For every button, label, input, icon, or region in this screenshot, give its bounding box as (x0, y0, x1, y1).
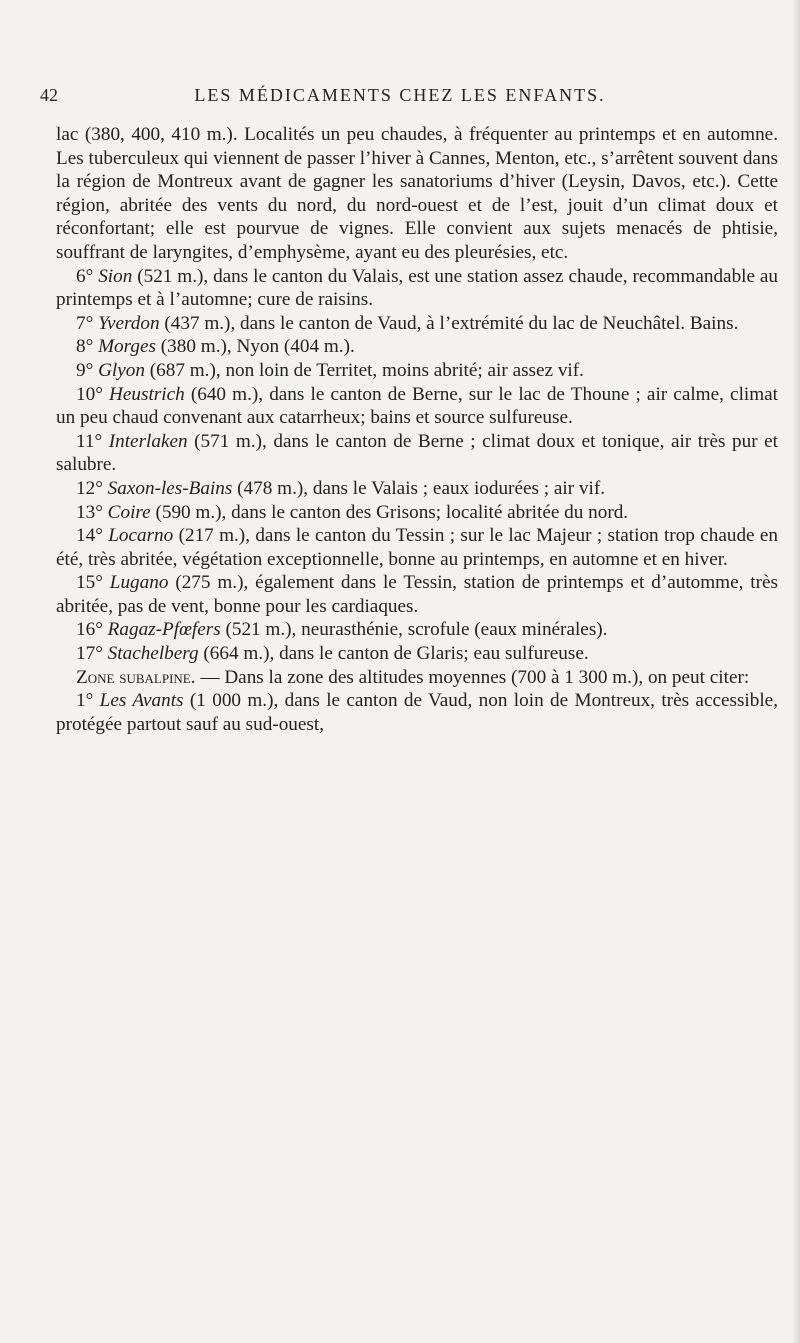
place-name: Locarno (108, 525, 174, 547)
list-item (56, 477, 778, 501)
item-number: 11° (76, 430, 103, 452)
section-paragraph (56, 666, 778, 690)
list-item (56, 524, 778, 571)
list-item (56, 383, 778, 430)
page-header (40, 85, 760, 109)
item-text: (687 m.), non loin de Territet, moins abrité; air assez vif. (144, 359, 584, 381)
running-title: LES MÉDICAMENTS CHEZ LES ENFANTS. (194, 85, 606, 105)
paragraph-continuation: lac (380, 400, 410 m.). Localités un peu chaudes, à fréquenter au printemps et en automne. Les tuberculeux qui viennent de passer l’hiver à Cannes, Menton, etc., s’arrêtent souvent dans la région de Montreux avant de gagner les sanatoriums d’hiver (Leysin, Davos, etc.). Cette région, abritée des vents du nord, du nord-ouest et de l’est, jouit d’un climat doux et réconfortant; elle est pourvue de vignes. Elle convient aux sujets menacés de phtisie, souffrant de laryngites, d’emphysème, ayant eu des pleurésies, etc. (56, 124, 778, 263)
list-item (56, 501, 778, 525)
item-number: 1° (76, 690, 94, 712)
item-number: 16° (76, 619, 103, 641)
place-name: Yverdon (98, 312, 160, 334)
place-name: Lugano (109, 572, 169, 594)
list-item (56, 689, 778, 736)
place-name: Morges (98, 336, 156, 358)
place-name: Interlaken (108, 430, 188, 452)
item-text: (275 m.), également dans le Tessin, station de printemps et d’automme, très abritée, pas de vent, bonne pour les cardiaques. (56, 572, 779, 617)
place-name: Les Avants (99, 690, 184, 712)
item-number: 10° (76, 383, 103, 405)
item-text: (590 m.), dans le canton des Grisons; localité abritée du nord. (150, 501, 629, 523)
item-number: 14° (76, 525, 103, 547)
item-number: 17° (76, 643, 103, 665)
item-number: 12° (76, 477, 103, 499)
list-item (56, 430, 778, 477)
item-text: (1 000 m.), dans le canton de Vaud, non loin de Montreux, très accessible, protégée partout sauf au sud-ouest, (56, 690, 778, 735)
place-name: Ragaz-Pfœfers (107, 619, 221, 641)
place-name: Saxon-les-Bains (107, 477, 233, 499)
place-name: Sion (98, 265, 133, 287)
item-number: 9° (76, 359, 94, 381)
place-name: Coire (107, 501, 151, 523)
section-text: — Dans la zone des altitudes moyennes (700 à 1 300 m.), on peut citer: (195, 666, 750, 688)
list-item (56, 571, 778, 618)
item-number: 7° (76, 312, 94, 334)
item-text: (521 m.), dans le canton du Valais, est une station assez chaude, recommandable au printemps et à l’automne; cure de raisins. (56, 265, 779, 311)
list-item (56, 642, 778, 666)
item-text: (571 m.), dans le canton de Berne ; climat doux et tonique, air très pur et salubre. (56, 430, 779, 476)
item-number: 6° (76, 265, 94, 287)
item-number: 15° (76, 572, 103, 594)
list-item (56, 618, 778, 642)
body-text (56, 123, 778, 736)
item-number: 13° (76, 501, 103, 523)
item-text: (478 m.), dans le Valais ; eaux iodurées ; air vif. (232, 477, 606, 499)
list-item (56, 359, 778, 383)
list-item (56, 265, 778, 312)
item-text: (217 m.), dans le canton du Tessin ; sur le lac Majeur ; station trop chaude en été, très abritée, végétation exceptionnelle, bonne au printemps, en automne et en hiver. (56, 525, 778, 570)
item-text: (437 m.), dans le canton de Vaud, à l’extrémité du lac de Neuchâtel. Bains. (159, 312, 739, 334)
place-name: Stachelberg (107, 643, 199, 665)
item-number: 8° (76, 336, 94, 358)
place-name: Glyon (98, 359, 145, 381)
item-text: (521 m.), neurasthénie, scrofule (eaux minérales). (220, 619, 608, 641)
list-item (56, 312, 778, 336)
item-text: (664 m.), dans le canton de Glaris; eau sulfureuse. (198, 643, 589, 665)
section-lead: Zone subalpine. (76, 666, 196, 688)
page-edge (792, 0, 800, 1343)
item-text: (640 m.), dans le canton de Berne, sur le lac de Thoune ; air calme, climat un peu chaud convenant aux catarrheux; bains et source sulfureuse. (56, 383, 778, 429)
item-text: (380 m.), Nyon (404 m.). (156, 336, 355, 358)
list-item (56, 335, 778, 359)
place-name: Heustrich (109, 383, 185, 405)
page-number: 42 (40, 85, 58, 105)
